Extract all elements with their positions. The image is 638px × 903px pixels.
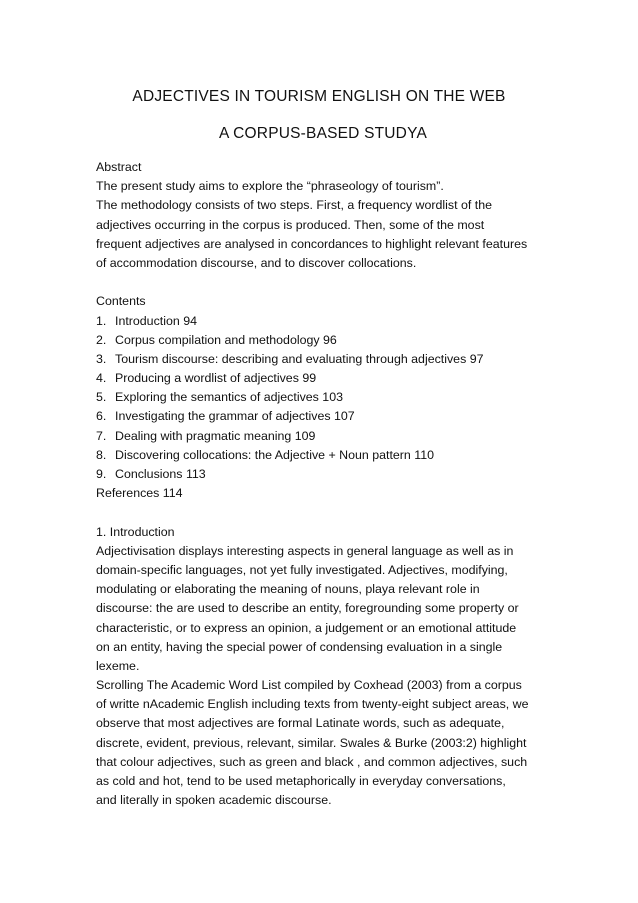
abstract-line: The methodology consists of two steps. First, a frequency wordlist of the: [96, 198, 492, 213]
toc-text: Discovering collocations: the Adjective + Noun pattern 110: [115, 447, 435, 462]
toc-number: 2.: [96, 332, 107, 347]
introduction-heading: 1. Introduction: [96, 524, 175, 539]
toc-number: 6.: [96, 409, 107, 424]
abstract-line: frequent adjectives are analysed in concordances to highlight relevant features: [96, 236, 528, 251]
paragraph-line: discrete, evident, previous, relevant, similar. Swales & Burke (2003:2) highlight: [96, 735, 527, 750]
paragraph-line: characteristic, or to express an opinion, a judgement or an emotional attitude: [96, 620, 517, 635]
toc-item: [96, 465, 546, 484]
toc-text: Conclusions 113: [115, 467, 206, 481]
toc-text: Introduction 94: [115, 313, 197, 328]
abstract-line: The present study aims to explore the “phraseology of tourism”.: [96, 179, 444, 194]
document-body: [96, 158, 546, 810]
paragraph-line: Scrolling The Academic Word List compiled by Coxhead (2003) from a corpus: [96, 678, 522, 693]
toc-text: Corpus compilation and methodology 96: [115, 332, 337, 347]
toc-number: 8.: [96, 447, 107, 462]
paragraph-line: that colour adjectives, such as green and black , and common adjectives, such: [96, 754, 528, 769]
contents-heading: Contents: [96, 294, 146, 309]
paragraph-line: lexeme.: [96, 658, 140, 673]
paragraph-line: of writte nAcademic English including texts from twenty-eight subject areas, we: [96, 697, 529, 712]
toc-item: [96, 427, 546, 446]
paragraph-line: observe that most adjectives are formal Latinate words, such as adequate,: [96, 716, 505, 731]
abstract-section: [96, 158, 546, 273]
document-subtitle: A CORPUS-BASED STUDYA: [218, 125, 428, 142]
toc-text: Producing a wordlist of adjectives 99: [115, 371, 317, 386]
introduction-section: [96, 523, 546, 811]
toc-item: [96, 407, 546, 426]
toc-item: [96, 312, 546, 331]
toc-number: 7.: [96, 428, 107, 443]
toc-item: [96, 350, 546, 369]
paragraph-line: modulating or elaborating the meaning of nouns, playa relevant role in: [96, 582, 480, 597]
toc-item: [96, 446, 546, 465]
spacer: [96, 273, 546, 292]
abstract-line: of accommodation discourse, and to discover collocations.: [96, 255, 417, 270]
toc-item: [96, 369, 546, 388]
toc-text: Exploring the semantics of adjectives 103: [115, 390, 343, 405]
abstract-line: adjectives occurring in the corpus is produced. Then, some of the most: [96, 217, 485, 232]
toc-item: [96, 388, 546, 407]
toc-text: Dealing with pragmatic meaning 109: [115, 428, 316, 443]
document-title: ADJECTIVES IN TOURISM ENGLISH ON THE WEB: [132, 88, 506, 105]
toc-text: Tourism discourse: describing and evaluating through adjectives 97: [115, 351, 484, 366]
toc-number: 9.: [96, 467, 107, 481]
spacer: [96, 503, 546, 522]
paragraph-line: Adjectivisation displays interesting aspects in general language as well as in: [96, 543, 514, 558]
toc-number: 1.: [96, 313, 107, 328]
toc-references: References 114: [96, 486, 183, 501]
paragraph-line: domain-specific languages, not yet fully investigated. Adjectives, modifying,: [96, 562, 508, 577]
abstract-heading: Abstract: [96, 160, 142, 174]
toc-number: 3.: [96, 351, 107, 366]
toc-text: Investigating the grammar of adjectives 107: [115, 409, 355, 424]
paragraph-line: on an entity, having the special power of condensing evaluation in a single: [96, 639, 503, 654]
paragraph-line: as cold and hot, tend to be used metaphorically in everyday conversations,: [96, 774, 506, 788]
toc-number: 4.: [96, 371, 107, 386]
paragraph-line: and literally in spoken academic discourse.: [96, 793, 332, 808]
paragraph-line: discourse: the are used to describe an entity, foregrounding some property or: [96, 601, 519, 616]
toc-number: 5.: [96, 390, 107, 405]
toc-item: [96, 331, 546, 350]
contents-section: [96, 292, 546, 503]
